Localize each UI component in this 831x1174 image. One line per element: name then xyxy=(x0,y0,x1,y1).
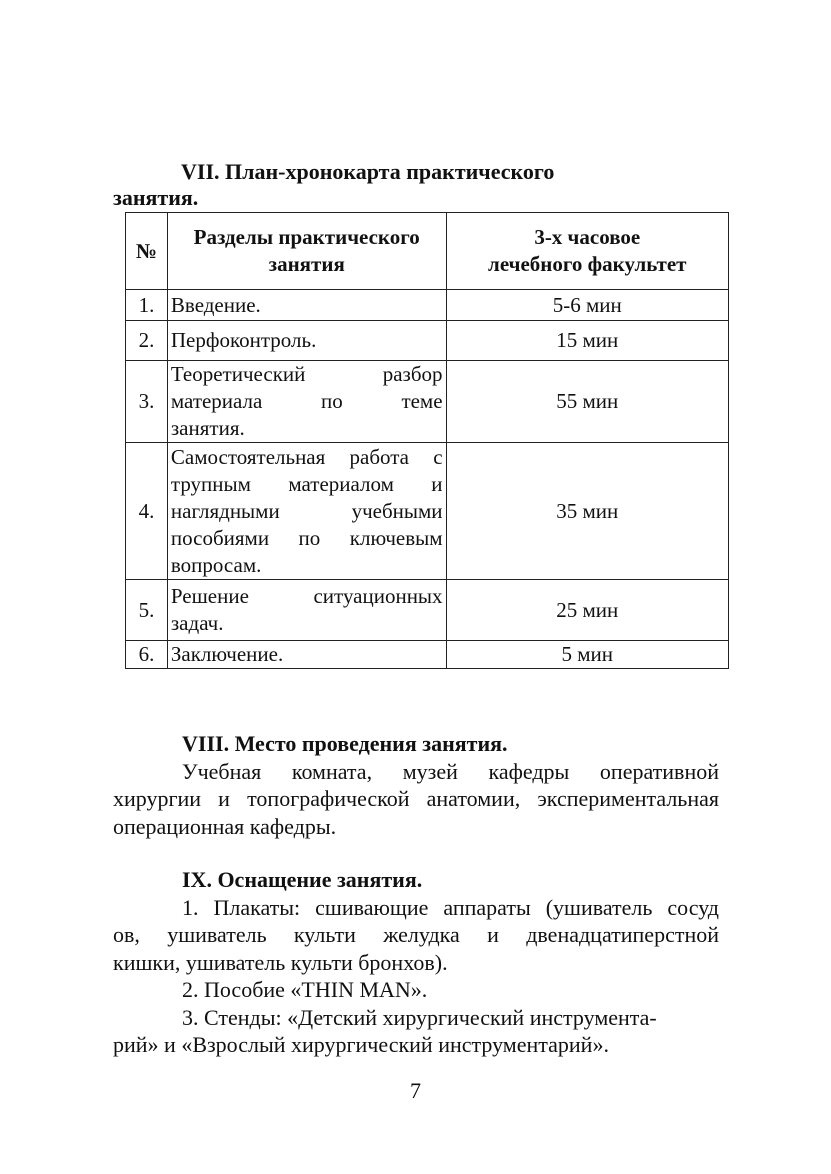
section-9 xyxy=(113,866,719,1059)
section-9-title: IX. Оснащение занятия. xyxy=(182,867,423,892)
table-row xyxy=(126,290,729,321)
row-section xyxy=(167,361,446,443)
row-section-line: Введение. xyxy=(170,292,261,317)
section-8-text-line2: хирургии и топографической анатомии, экспериментальная xyxy=(113,786,719,811)
row-section-line: занятия. xyxy=(170,416,245,440)
schedule-table xyxy=(125,212,729,669)
section-8-text-line3: операционная кафедры. xyxy=(113,813,337,839)
page-number: 7 xyxy=(410,1078,421,1103)
row-section-line: Перфоконтроль. xyxy=(170,328,317,352)
row-number: 4. xyxy=(126,443,168,580)
row-section-line: наглядными учебными xyxy=(170,498,443,523)
table-header-row xyxy=(126,213,729,290)
header-number: № xyxy=(126,213,168,290)
row-section-line: Решение ситуационных xyxy=(170,584,443,608)
row-duration: 5-6 мин xyxy=(446,290,728,321)
row-section xyxy=(167,321,446,361)
row-number: 1. xyxy=(126,290,168,321)
row-section-line: Теоретический разбор xyxy=(170,362,443,386)
row-section-line: Самостоятельная работа с xyxy=(170,444,443,469)
row-duration: 55 мин xyxy=(446,361,728,443)
section-7-title-continuation: занятия. xyxy=(113,185,199,210)
equipment-item-3-line1: 3. Стенды: «Детский хирургический инструмента- xyxy=(182,1004,657,1030)
header-duration xyxy=(446,213,728,290)
row-number: 2. xyxy=(126,321,168,361)
row-section-line: пособиями по ключевым xyxy=(170,525,443,550)
row-section xyxy=(167,580,446,641)
section-8-title: VIII. Место проведения занятия. xyxy=(182,731,508,756)
equipment-item-1-line2: ов, ушиватель культи желудка и двенадцатиперстной xyxy=(113,922,719,947)
header-sections xyxy=(167,213,446,290)
row-section-line: материала по теме xyxy=(170,389,443,413)
section-8-text-line1: Учебная комната, музей кафедры оперативной xyxy=(182,758,719,784)
table-row xyxy=(126,641,729,669)
table-row xyxy=(126,361,729,443)
table-row xyxy=(126,321,729,361)
header-duration-line2: лечебного факультет xyxy=(488,252,687,276)
section-8 xyxy=(113,730,719,840)
row-section xyxy=(167,290,446,321)
table-row xyxy=(126,443,729,580)
row-number: 3. xyxy=(126,361,168,443)
row-section xyxy=(167,443,446,580)
row-section-line: задач. xyxy=(170,611,224,635)
table-row xyxy=(126,580,729,641)
equipment-item-1-line3: кишки, ушиватель культи бронхов). xyxy=(113,949,448,975)
equipment-item-1-line1: 1. Плакаты: сшивающие аппараты (ушиватель сосуд xyxy=(182,894,719,920)
section-7-title: VII. План-хронокарта практического xyxy=(181,159,555,184)
row-section-line: Заключение. xyxy=(170,642,284,666)
row-number: 6. xyxy=(126,641,168,669)
row-duration: 5 мин xyxy=(446,641,728,669)
equipment-item-2: 2. Пособие «THIN MAN». xyxy=(182,977,428,1002)
equipment-item-3-line2: рий» и «Взрослый хирургический инструментарий». xyxy=(113,1032,609,1057)
row-section-line: трупным материалом и xyxy=(170,471,443,496)
row-duration: 35 мин xyxy=(446,443,728,580)
row-section-line: вопросам. xyxy=(170,552,262,577)
header-sections-line1: Разделы практического xyxy=(193,225,420,249)
row-section xyxy=(167,641,446,669)
row-duration: 15 мин xyxy=(446,321,728,361)
row-duration: 25 мин xyxy=(446,580,728,641)
header-duration-line1: 3-х часовое xyxy=(534,225,641,249)
header-sections-line2: занятия xyxy=(268,252,345,276)
row-number: 5. xyxy=(126,580,168,641)
